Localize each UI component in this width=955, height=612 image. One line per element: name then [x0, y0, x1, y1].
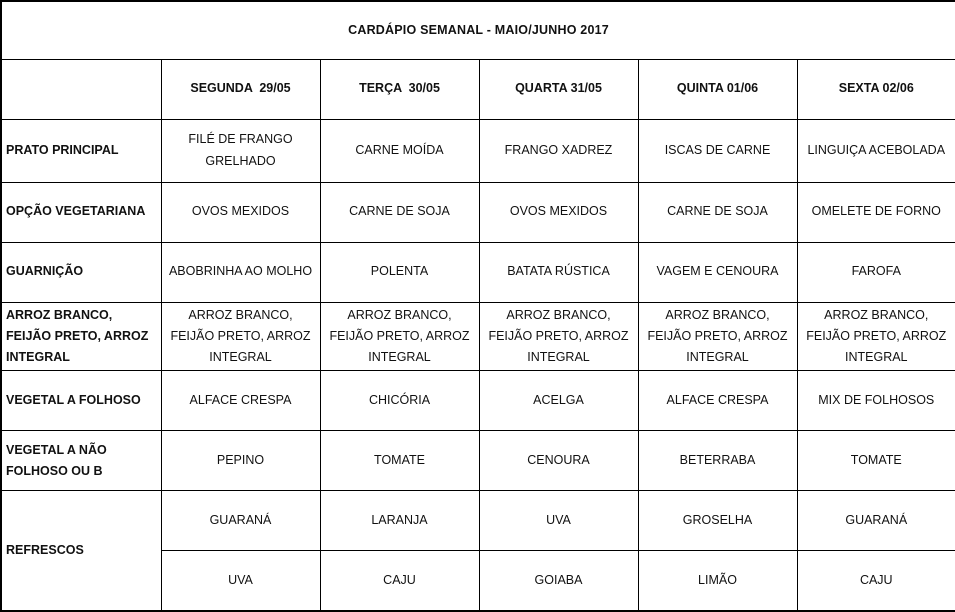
header-row — [1, 59, 955, 119]
row-label-arroz-feijao: ARROZ BRANCO, FEIJÃO PRETO, ARROZ INTEGRAL — [1, 302, 161, 371]
table-row-vegetal-folhoso — [1, 371, 955, 431]
menu-cell: GROSELHA — [638, 491, 797, 551]
menu-cell: UVA — [161, 551, 320, 611]
row-label-prato-principal: PRATO PRINCIPAL — [1, 119, 161, 182]
menu-cell: OVOS MEXIDOS — [479, 182, 638, 242]
menu-cell: ABOBRINHA AO MOLHO — [161, 242, 320, 302]
menu-cell: ARROZ BRANCO, FEIJÃO PRETO, ARROZ INTEGRAL — [797, 302, 955, 371]
menu-cell: CARNE MOÍDA — [320, 119, 479, 182]
menu-cell: ALFACE CRESPA — [638, 371, 797, 431]
day-header-terca: TERÇA 30/05 — [320, 59, 479, 119]
menu-cell: ARROZ BRANCO, FEIJÃO PRETO, ARROZ INTEGRAL — [161, 302, 320, 371]
menu-cell: LIMÃO — [638, 551, 797, 611]
title-row — [1, 1, 955, 59]
menu-cell: CHICÓRIA — [320, 371, 479, 431]
table-row-opcao-vegetariana — [1, 182, 955, 242]
menu-cell: MIX DE FOLHOSOS — [797, 371, 955, 431]
table-row-vegetal-nao-folhoso — [1, 431, 955, 491]
table-row-refrescos-1 — [1, 491, 955, 551]
menu-cell: CARNE DE SOJA — [638, 182, 797, 242]
row-label-vegetal-folhoso: VEGETAL A FOLHOSO — [1, 371, 161, 431]
menu-cell: FRANGO XADREZ — [479, 119, 638, 182]
menu-cell: LINGUIÇA ACEBOLADA — [797, 119, 955, 182]
table-row-prato-principal — [1, 119, 955, 182]
menu-cell: ARROZ BRANCO, FEIJÃO PRETO, ARROZ INTEGRAL — [320, 302, 479, 371]
menu-cell: CAJU — [797, 551, 955, 611]
menu-cell: ALFACE CRESPA — [161, 371, 320, 431]
menu-cell: ARROZ BRANCO, FEIJÃO PRETO, ARROZ INTEGRAL — [479, 302, 638, 371]
menu-cell: ISCAS DE CARNE — [638, 119, 797, 182]
menu-cell: ACELGA — [479, 371, 638, 431]
menu-cell: BETERRABA — [638, 431, 797, 491]
menu-cell: CAJU — [320, 551, 479, 611]
menu-cell: ARROZ BRANCO, FEIJÃO PRETO, ARROZ INTEGRAL — [638, 302, 797, 371]
table-row-guarnicao — [1, 242, 955, 302]
menu-cell: TOMATE — [320, 431, 479, 491]
menu-cell: OVOS MEXIDOS — [161, 182, 320, 242]
day-header-quinta: QUINTA 01/06 — [638, 59, 797, 119]
day-header-segunda: SEGUNDA 29/05 — [161, 59, 320, 119]
row-label-guarnicao: GUARNIÇÃO — [1, 242, 161, 302]
day-header-sexta: SEXTA 02/06 — [797, 59, 955, 119]
menu-cell: VAGEM E CENOURA — [638, 242, 797, 302]
corner-empty-cell — [1, 59, 161, 119]
menu-cell: POLENTA — [320, 242, 479, 302]
menu-cell: CARNE DE SOJA — [320, 182, 479, 242]
menu-cell: GOIABA — [479, 551, 638, 611]
menu-cell: GUARANÁ — [797, 491, 955, 551]
menu-cell: TOMATE — [797, 431, 955, 491]
table-row-arroz-feijao — [1, 302, 955, 371]
menu-cell: CENOURA — [479, 431, 638, 491]
menu-cell: PEPINO — [161, 431, 320, 491]
page-title: CARDÁPIO SEMANAL - MAIO/JUNHO 2017 — [1, 1, 955, 59]
row-label-vegetal-nao-folhoso: VEGETAL A NÃO FOLHOSO OU B — [1, 431, 161, 491]
row-label-refrescos: REFRESCOS — [1, 491, 161, 611]
day-header-quarta: QUARTA 31/05 — [479, 59, 638, 119]
menu-cell: GUARANÁ — [161, 491, 320, 551]
menu-cell: FILÉ DE FRANGO GRELHADO — [161, 119, 320, 182]
menu-cell: OMELETE DE FORNO — [797, 182, 955, 242]
row-label-opcao-vegetariana: OPÇÃO VEGETARIANA — [1, 182, 161, 242]
menu-cell: FAROFA — [797, 242, 955, 302]
menu-cell: UVA — [479, 491, 638, 551]
menu-cell: BATATA RÚSTICA — [479, 242, 638, 302]
menu-cell: LARANJA — [320, 491, 479, 551]
